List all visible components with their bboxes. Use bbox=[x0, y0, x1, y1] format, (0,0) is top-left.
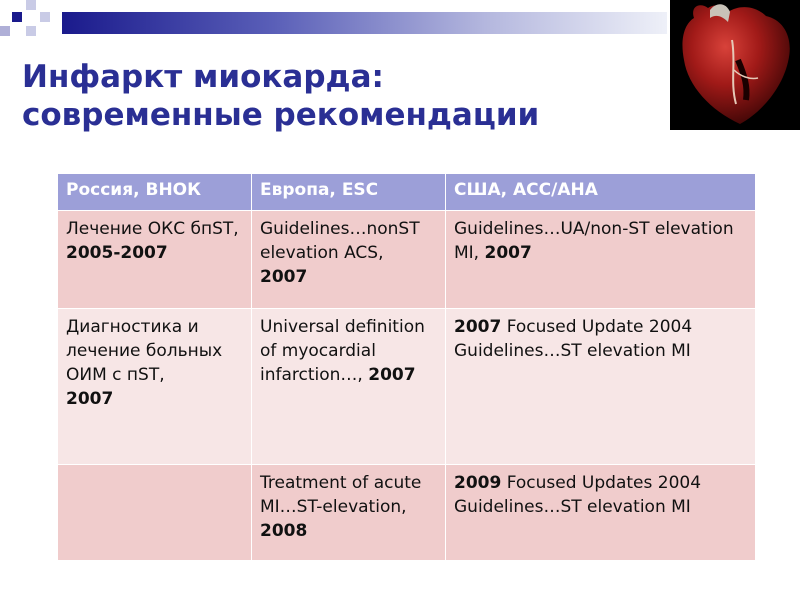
table-header-row bbox=[58, 174, 756, 211]
table-row bbox=[58, 309, 756, 465]
slide-title bbox=[22, 58, 662, 134]
table-row bbox=[58, 465, 756, 561]
column-header-europe: Европа, ESC bbox=[252, 174, 446, 211]
slide-title-line1: Инфаркт миокарда: bbox=[22, 59, 384, 95]
slide-title-line2: современные рекомендации bbox=[22, 97, 540, 133]
decor-square bbox=[26, 26, 36, 36]
cell-russia: Диагностика и лечение больных ОИМ с пST, 2007 bbox=[58, 309, 252, 465]
cell-usa: 2009 Focused Updates 2004 Guidelines…ST elevation MI bbox=[446, 465, 756, 561]
cell-russia: Лечение ОКС бпST, 2005-2007 bbox=[58, 211, 252, 309]
cell-russia bbox=[58, 465, 252, 561]
cell-usa: Guidelines…UA/non-ST elevation MI, 2007 bbox=[446, 211, 756, 309]
decor-square bbox=[0, 26, 10, 36]
decor-square bbox=[40, 12, 50, 22]
decor-square bbox=[26, 0, 36, 10]
decor-square bbox=[12, 12, 22, 22]
cell-europe: Treatment of acute MI…ST-elevation, 2008 bbox=[252, 465, 446, 561]
heart-icon bbox=[670, 0, 800, 130]
cell-europe: Universal definition of myocardial infarction…, 2007 bbox=[252, 309, 446, 465]
recommendations-table bbox=[57, 173, 756, 561]
heart-image bbox=[670, 0, 800, 130]
table-row bbox=[58, 211, 756, 309]
cell-europe: Guidelines…nonST elevation ACS, 2007 bbox=[252, 211, 446, 309]
column-header-usa: США, ACC/AHA bbox=[446, 174, 756, 211]
header-band bbox=[62, 12, 667, 34]
column-header-russia: Россия, ВНОК bbox=[58, 174, 252, 211]
cell-usa: 2007 Focused Update 2004 Guidelines…ST elevation MI bbox=[446, 309, 756, 465]
